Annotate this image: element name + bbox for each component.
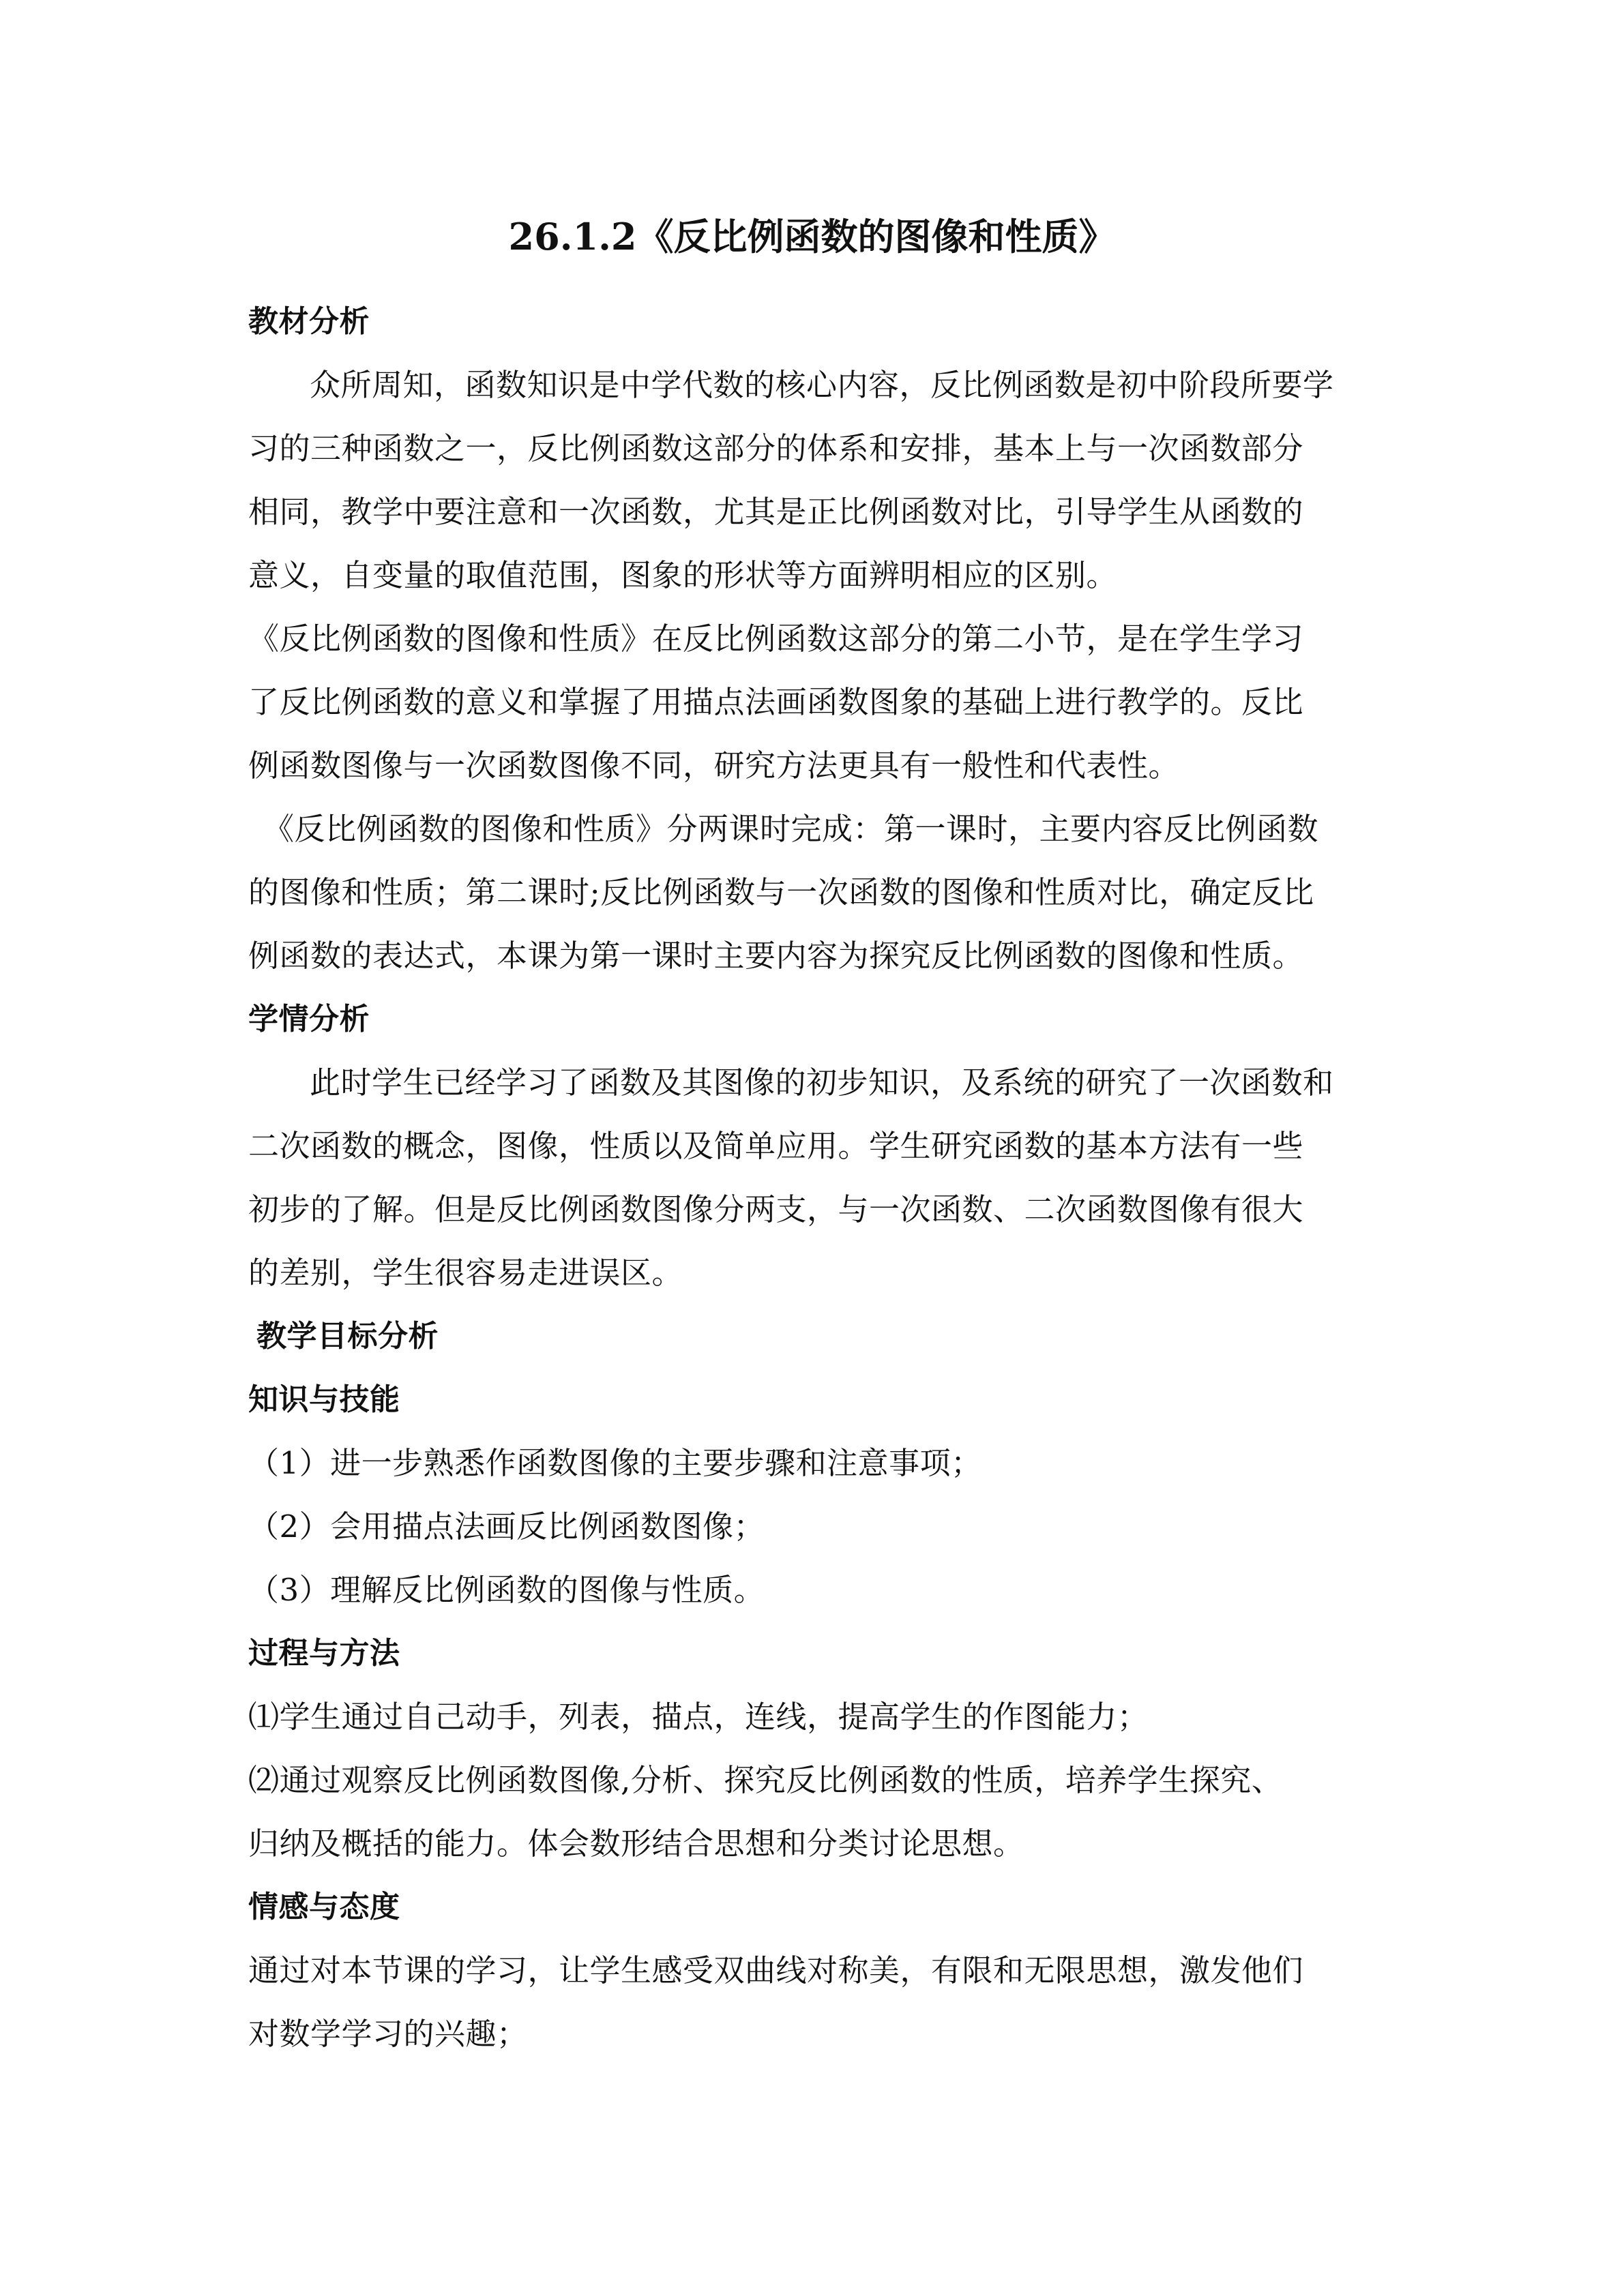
paragraph-line: 通过对本节课的学习，让学生感受双曲线对称美，有限和无限思想，激发他们 [248,1952,1304,1988]
section-heading: 知识与技能 [248,1382,400,1417]
section-heading: 过程与方法 [248,1636,400,1671]
paragraph-line: 习的三种函数之一，反比例函数这部分的体系和安排，基本上与一次函数部分 [248,430,1304,466]
paragraph-line: 初步的了解。但是反比例函数图像分两支，与一次函数、二次函数图像有很大 [248,1191,1304,1227]
document-title: 26.1.2《反比例函数的图像和性质》 [508,215,1116,258]
paragraph-line: 了反比例函数的意义和掌握了用描点法画函数图象的基础上进行教学的。反比 [248,684,1304,720]
section-heading: 教材分析 [248,304,370,339]
paragraph-line: 对数学学习的兴趣； [248,2016,528,2052]
paragraph-line: （2）会用描点法画反比例函数图像； [248,1508,765,1545]
paragraph-line: ⑴学生通过自己动手，列表，描点，连线，提高学生的作图能力； [248,1699,1149,1735]
paragraph-line: （3）理解反比例函数的图像与性质。 [248,1572,765,1608]
paragraph-line: 的差别，学生很容易走进误区。 [248,1255,683,1291]
paragraph-line: 例函数的表达式，本课为第一课时主要内容为探究反比例函数的图像和性质。 [248,938,1304,974]
paragraph-line: 归纳及概括的能力。体会数形结合思想和分类讨论思想。 [248,1825,1024,1862]
paragraph-line: 意义，自变量的取值范围，图象的形状等方面辨明相应的区别。 [248,557,1118,593]
paragraph-line: 二次函数的概念，图像，性质以及简单应用。学生研究函数的基本方法有一些 [248,1128,1304,1164]
paragraph-line: 的图像和性质；第二课时;反比例函数与一次函数的图像和性质对比，确定反比 [248,874,1314,910]
document-body [248,290,1394,2066]
paragraph-line: 《反比例函数的图像和性质》在反比例函数这部分的第二小节，是在学生学习 [248,621,1304,657]
section-heading: 教学目标分析 [256,1319,439,1354]
paragraph-line: ⑵通过观察反比例函数图像,分析、探究反比例函数的性质，培养学生探究、 [248,1762,1283,1798]
paragraph-line: 众所周知，函数知识是中学代数的核心内容，反比例函数是初中阶段所要学 [310,367,1334,403]
paragraph-line: 此时学生已经学习了函数及其图像的初步知识，及系统的研究了一次函数和 [310,1064,1334,1101]
paragraph-line: （1）进一步熟悉作函数图像的主要步骤和注意事项； [248,1445,982,1481]
paragraph-line: 例函数图像与一次函数图像不同，研究方法更具有一般性和代表性。 [248,747,1180,784]
paragraph-line: 相同，教学中要注意和一次函数，尤其是正比例函数对比，引导学生从函数的 [248,494,1304,530]
section-heading: 学情分析 [248,1002,370,1037]
section-heading: 情感与态度 [248,1890,400,1924]
paragraph-line: 《反比例函数的图像和性质》分两课时完成：第一课时，主要内容反比例函数 [263,811,1319,847]
